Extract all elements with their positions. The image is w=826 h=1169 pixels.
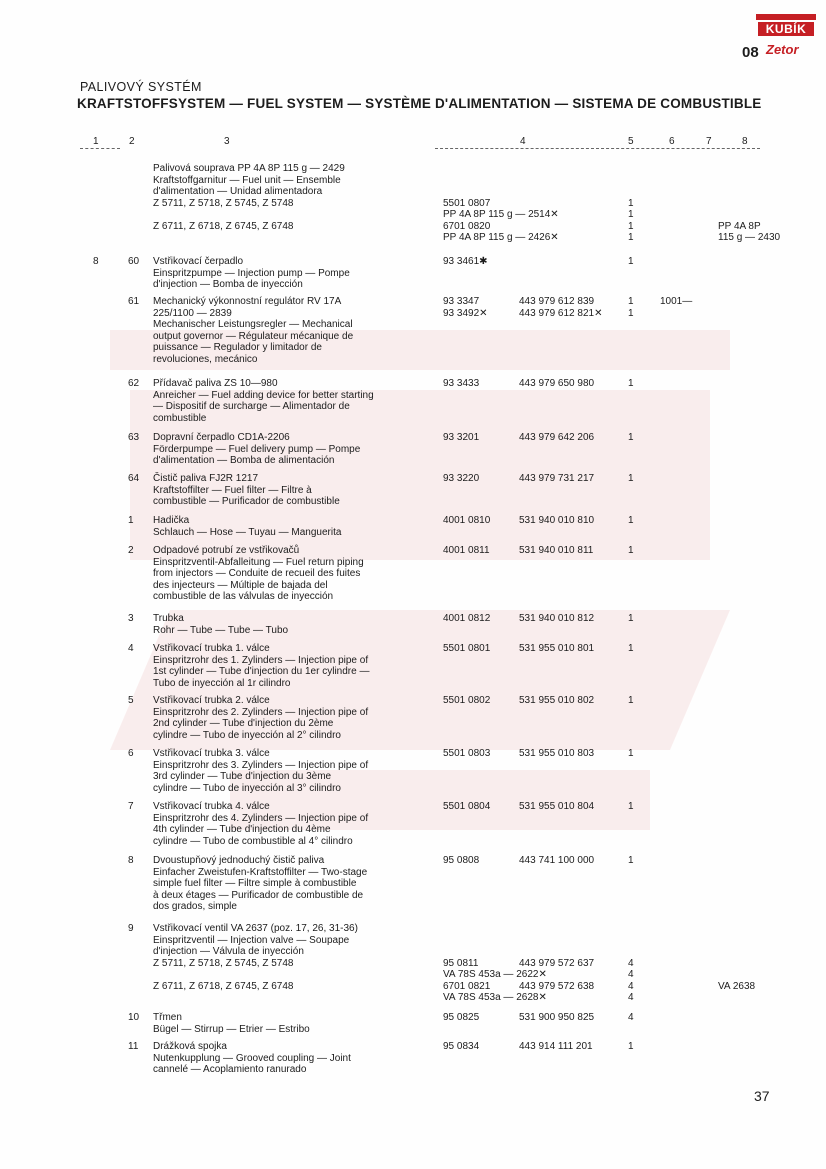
description-cell-line: from injectors — Conduite de recueil des fuites	[153, 568, 361, 579]
position-number: 60	[128, 256, 140, 267]
description-cell-line: revoluciones, mecánico	[153, 353, 258, 365]
order-number-cell-line	[519, 946, 629, 958]
quantity-cell-line: 4	[628, 969, 634, 980]
position-number: 63	[128, 432, 140, 443]
quantity-cell-line: 1	[628, 613, 634, 624]
description-cell-line: Einspritzpumpe — Injection pump — Pompe	[153, 267, 350, 279]
quantity-cell-line: 4	[628, 992, 634, 1003]
description-cell-line: d'injection — Bomba de inyección	[153, 279, 303, 290]
quantity-cell	[628, 1012, 642, 1024]
part-number-cell	[443, 748, 523, 760]
description-cell-line: 4th cylinder — Tube d'injection du 4ème	[153, 824, 331, 835]
description-cell-line: Z 5711, Z 5718, Z 5745, Z 5748	[153, 957, 294, 969]
remark-cell-line	[718, 923, 818, 935]
order-number-cell-line: 443 979 572 637	[519, 957, 595, 969]
position-number: 2	[128, 545, 134, 556]
part-number-cell	[443, 801, 523, 813]
order-number-cell	[519, 473, 629, 485]
part-number-cell-line: 6701 0820	[443, 220, 491, 232]
part-number-cell	[443, 545, 523, 557]
order-number-cell	[519, 545, 629, 557]
remark-cell-line	[718, 969, 818, 981]
quantity-cell	[628, 378, 642, 390]
remark-cell-line	[718, 186, 818, 198]
remark-cell-line	[718, 935, 818, 947]
order-number-cell-line: 443 979 642 206	[519, 432, 595, 443]
part-number-cell-line: 93 3492✕	[443, 307, 488, 319]
part-number-cell-line: 4001 0810	[443, 515, 491, 526]
description-cell	[153, 1041, 438, 1076]
position-number: 1	[128, 515, 134, 526]
description-cell-line: cylindre — Tubo de inyección al 3° cilindro	[153, 782, 341, 794]
col-header-3: 3	[224, 136, 230, 147]
part-number-cell	[443, 163, 559, 244]
description-cell-line: Vstřikovací trubka 1. válce	[153, 643, 270, 654]
part-number-cell-line: 4001 0812	[443, 613, 491, 624]
description-cell	[153, 545, 438, 603]
col-header-4: 4	[520, 136, 526, 147]
description-cell-line: Tubo de inyección al 1r cilindro	[153, 677, 291, 689]
position-number: 61	[128, 296, 140, 307]
part-number-cell	[443, 923, 547, 1004]
quantity-cell-line	[628, 175, 642, 187]
quantity-cell-line: 1	[628, 307, 634, 319]
quantity-cell-line: 1	[628, 1041, 634, 1052]
quantity-cell-line: 1	[628, 643, 634, 654]
description-cell-line: d'alimentation — Bomba de alimentación	[153, 455, 335, 466]
quantity-cell-line: 1	[628, 432, 634, 443]
position-number: 4	[128, 643, 134, 654]
description-cell-line: Palivová souprava PP 4A 8P 115 g — 2429	[153, 163, 345, 174]
part-number-cell-line	[443, 175, 523, 187]
col-header-5: 5	[628, 136, 634, 147]
quantity-cell	[628, 163, 642, 244]
description-cell-line: — Dispositif de surcharge — Alimentador de	[153, 401, 350, 412]
logo-bar	[756, 14, 816, 20]
description-cell-line: Vstřikovací trubka 2. válce	[153, 695, 270, 706]
quantity-cell-line: 4	[628, 980, 634, 992]
description-cell-line: Einspritzventil — Injection valve — Soupape	[153, 934, 350, 946]
description-cell-line: Schlauch — Hose — Tuyau — Manguerita	[153, 526, 342, 538]
description-cell	[153, 855, 438, 913]
description-cell-line: Dvoustupňový jednoduchý čistič paliva	[153, 855, 325, 866]
order-number-cell-line: 531 940 010 812	[519, 613, 595, 624]
quantity-cell	[628, 643, 642, 655]
quantity-cell	[628, 613, 642, 625]
quantity-cell-line: 1	[628, 256, 634, 267]
description-cell-line: combustible	[153, 412, 207, 424]
part-number-cell-line: 93 3220	[443, 473, 480, 484]
order-number-cell	[519, 643, 629, 655]
description-cell-line: Vstřikovací trubka 4. válce	[153, 801, 270, 812]
quantity-cell-line	[628, 163, 642, 175]
quantity-cell	[628, 1041, 642, 1053]
description-cell-line: Mechanischer Leistungsregler — Mechanical	[153, 319, 353, 330]
description-cell-line: output governor — Régulateur mécanique de	[153, 330, 354, 342]
order-number-cell-line: 443 979 612 821✕	[519, 307, 603, 319]
position-number: 62	[128, 378, 140, 389]
order-number-cell-line: 443 979 650 980	[519, 378, 595, 389]
order-number-cell-line	[519, 923, 629, 935]
order-number-cell-line	[519, 969, 629, 981]
logo-zetor-text: Zetor	[766, 42, 799, 57]
quantity-cell-line: 1	[628, 197, 634, 209]
description-cell	[153, 256, 438, 291]
logo-kubik-text: KUBÍK	[758, 22, 814, 36]
part-number-cell-line: 93 3201	[443, 432, 480, 443]
order-number-cell-line: 443 979 612 839	[519, 296, 595, 307]
position-number: 64	[128, 473, 140, 484]
quantity-cell	[628, 545, 642, 557]
part-number-cell-line: 5501 0804	[443, 801, 491, 812]
description-cell-line: Kraftstoffilter — Fuel filter — Filtre à	[153, 484, 312, 496]
col-header-1: 1	[93, 136, 99, 147]
quantity-cell-line: 1	[628, 695, 634, 706]
remark-cell-line	[718, 946, 818, 958]
quantity-cell-line	[628, 935, 642, 947]
page-subtitle: KRAFTSTOFFSYSTEM — FUEL SYSTEM — SYSTÈME D'ALIMENTATION — SISTEMA DE COMBUSTIBLE	[77, 96, 762, 111]
quantity-cell	[628, 923, 642, 1004]
order-number-cell-line: 531 955 010 803	[519, 748, 595, 759]
quantity-cell-line: 4	[628, 1012, 634, 1023]
remark-cell-line	[718, 958, 818, 970]
order-number-cell-line: 443 979 572 638	[519, 980, 595, 992]
description-cell-line: puissance — Regulador y limitador de	[153, 342, 322, 353]
part-number-cell-line: 93 3433	[443, 378, 480, 389]
quantity-cell	[628, 296, 642, 319]
description-cell-line: Z 6711, Z 6718, Z 6745, Z 6748	[153, 980, 294, 992]
col-header-6: 6	[669, 136, 675, 147]
quantity-cell	[628, 748, 642, 760]
order-number-cell	[519, 695, 629, 707]
ref-fig-number: 8	[93, 256, 99, 267]
description-cell-line: Drážková spojka	[153, 1041, 227, 1052]
description-cell	[153, 1012, 438, 1035]
part-number-cell-line: 5501 0801	[443, 643, 491, 654]
order-number-cell	[519, 1041, 629, 1053]
order-number-cell-line: 531 955 010 802	[519, 695, 595, 706]
part-number-cell-line: 95 0834	[443, 1041, 480, 1052]
order-number-cell-line: 531 955 010 804	[519, 801, 595, 812]
order-number-cell-line: 443 914 111 201	[519, 1041, 593, 1052]
col-header-8: 8	[742, 136, 748, 147]
remark-cell-line: VA 2638	[718, 980, 756, 992]
description-cell-line: cannelé — Acoplamiento ranurado	[153, 1064, 307, 1075]
quantity-cell-line: 1	[628, 209, 634, 220]
description-cell	[153, 378, 438, 424]
description-cell-line: Z 6711, Z 6718, Z 6745, Z 6748	[153, 220, 294, 232]
part-number-cell-line: 95 0825	[443, 1012, 480, 1023]
position-number: 7	[128, 801, 134, 812]
description-cell	[153, 163, 438, 232]
page-title: PALIVOVÝ SYSTÉM	[80, 80, 202, 94]
description-cell-line: Dopravní čerpadlo CD1A-2206	[153, 432, 290, 443]
description-cell-line: Trubka	[153, 613, 184, 624]
description-cell-line: simple fuel filter — Filtre simple à combustible	[153, 878, 357, 889]
description-cell	[153, 432, 438, 467]
order-number-cell-line: 531 940 010 810	[519, 515, 595, 526]
remark-cell-line	[718, 175, 818, 187]
header-rule	[435, 148, 760, 149]
order-number-cell-line: 531 940 010 811	[519, 545, 594, 556]
description-cell-line: Förderpumpe — Fuel delivery pump — Pompe	[153, 443, 361, 455]
position-number: 6	[128, 748, 134, 759]
part-number-cell-line	[443, 946, 523, 958]
description-cell-line: Kraftstoffgarnitur — Fuel unit — Ensemble	[153, 174, 341, 186]
description-cell-line: combustible de las válvulas de inyección	[153, 591, 334, 602]
description-cell	[153, 613, 438, 636]
description-cell	[153, 801, 438, 847]
description-cell	[153, 296, 438, 365]
description-cell-line: Einspritzrohr des 2. Zylinders — Injection pipe of	[153, 706, 369, 718]
part-number-cell-line	[443, 163, 523, 175]
position-number: 3	[128, 613, 134, 624]
description-cell-line: Vstřikovací ventil VA 2637 (poz. 17, 26, 31-36)	[153, 923, 358, 934]
order-number-cell	[519, 748, 629, 760]
part-number-cell-line: 95 0808	[443, 855, 480, 866]
description-cell-line: à deux étages — Purificador de combustible de	[153, 889, 364, 901]
part-number-cell-line: PP 4A 8P 115 g — 2514✕	[443, 209, 559, 220]
order-number-cell-line: 531 955 010 801	[519, 643, 595, 654]
description-cell-line: Rohr — Tube — Tube — Tubo	[153, 624, 289, 636]
description-cell-line: 225/1100 — 2839	[153, 307, 232, 319]
quantity-cell-line: 1	[628, 545, 634, 556]
quantity-cell-line: 1	[628, 232, 634, 243]
description-cell-line: Vstřikovací trubka 3. válce	[153, 748, 270, 759]
quantity-cell	[628, 515, 642, 527]
description-cell-line	[153, 209, 438, 221]
position-number: 8	[128, 855, 134, 866]
quantity-cell-line	[628, 923, 642, 935]
remark-cell-line: 115 g — 2430	[718, 232, 781, 243]
order-number-cell	[519, 923, 629, 1004]
description-cell-line: Einspritzrohr des 4. Zylinders — Injection pipe of	[153, 812, 369, 824]
part-number-cell	[443, 643, 523, 655]
remark-cell-line	[718, 163, 818, 175]
description-cell-line: Einfacher Zweistufen-Kraftstoffilter — Two-stage	[153, 866, 368, 878]
description-cell-line: d'alimentation — Unidad alimentadora	[153, 186, 323, 197]
quantity-cell-line: 1	[628, 515, 634, 526]
description-cell	[153, 748, 438, 794]
part-number-cell	[443, 613, 523, 625]
quantity-cell-line	[628, 186, 642, 198]
description-cell	[153, 923, 438, 992]
quantity-cell-line: 1	[628, 220, 634, 232]
order-number-cell-line	[519, 935, 629, 947]
description-cell-line: Z 5711, Z 5718, Z 5745, Z 5748	[153, 197, 294, 209]
description-cell	[153, 515, 438, 538]
order-number-cell	[519, 613, 629, 625]
header-rule	[80, 148, 120, 149]
remark-cell	[718, 163, 818, 244]
remark-cell-line	[718, 198, 818, 210]
description-cell	[153, 643, 438, 689]
part-number-cell-line: 93 3461✱	[443, 256, 488, 267]
quantity-cell-line: 4	[628, 957, 634, 969]
description-cell-line: Nutenkupplung — Grooved coupling — Joint	[153, 1052, 351, 1064]
part-number-cell-line: VA 78S 453a — 2622✕	[443, 969, 547, 980]
position-number: 5	[128, 695, 134, 706]
description-cell-line: cylindre — Tubo de combustible al 4° cilindro	[153, 835, 353, 847]
description-cell-line: 2nd cylinder — Tube d'injection du 2ème	[153, 718, 334, 729]
quantity-cell-line: 1	[628, 473, 634, 484]
quantity-cell-line	[628, 946, 642, 958]
description-cell-line: Čistič paliva FJ2R 1217	[153, 473, 259, 484]
order-number-cell	[519, 515, 629, 527]
description-cell-line: Bügel — Stirrup — Etrier — Estribo	[153, 1023, 310, 1035]
remark-cell-line	[718, 209, 818, 221]
description-cell-line: combustible — Purificador de combustible	[153, 496, 340, 507]
part-number-cell-line: 6701 0821	[443, 980, 491, 992]
quantity-cell	[628, 695, 642, 707]
part-number-cell-line: 95 0811	[443, 957, 479, 969]
quantity-cell-line: 1	[628, 378, 634, 389]
position-number: 11	[128, 1041, 139, 1052]
remark-cell	[718, 923, 818, 992]
description-cell-line: cylindre — Tubo de inyección al 2° cilindro	[153, 729, 341, 741]
col-header-2: 2	[129, 136, 135, 147]
part-number-cell-line: PP 4A 8P 115 g — 2426✕	[443, 232, 559, 243]
serial-note-cell-line: 1001—	[660, 296, 693, 307]
description-cell-line: Odpadové potrubí ze vstřikovačů	[153, 545, 300, 556]
description-cell-line: Einspritzrohr des 1. Zylinders — Injection pipe of	[153, 654, 369, 666]
quantity-cell-line: 1	[628, 855, 634, 866]
part-number-cell-line: 5501 0807	[443, 197, 491, 209]
description-cell-line: Einspritzventil-Abfalleitung — Fuel return piping	[153, 556, 364, 568]
description-cell-line: Přídavač paliva ZS 10—980	[153, 378, 278, 389]
quantity-cell	[628, 855, 642, 867]
description-cell-line: d'injection — Válvula de inyección	[153, 946, 304, 957]
part-number-cell-line	[443, 186, 523, 198]
order-number-cell	[519, 801, 629, 813]
part-number-cell	[443, 515, 523, 527]
description-cell-line: 3rd cylinder — Tube d'injection du 3ème	[153, 771, 332, 782]
quantity-cell	[628, 256, 642, 268]
description-cell-line: 1st cylinder — Tube d'injection du 1er cylindre —	[153, 666, 370, 677]
part-number-cell	[443, 432, 523, 444]
kubik-zetor-logo	[756, 14, 816, 62]
page-number: 37	[754, 1088, 770, 1104]
description-cell-line: Třmen	[153, 1012, 182, 1023]
part-number-cell-line: 5501 0803	[443, 748, 491, 759]
description-cell-line: Anreicher — Fuel adding device for better starting	[153, 389, 374, 401]
col-header-7: 7	[706, 136, 712, 147]
part-number-cell-line: 4001 0811	[443, 545, 490, 556]
order-number-cell	[519, 432, 629, 444]
position-number: 9	[128, 923, 134, 934]
order-number-cell	[519, 1012, 629, 1024]
part-number-cell	[443, 296, 523, 319]
quantity-cell	[628, 432, 642, 444]
order-number-cell-line: 443 979 731 217	[519, 473, 595, 484]
part-number-cell-line: 93 3347	[443, 296, 480, 307]
serial-note-cell	[660, 296, 710, 308]
description-cell-line: Vstřikovací čerpadlo	[153, 256, 244, 267]
description-cell-line: dos grados, simple	[153, 901, 237, 912]
order-number-cell-line	[519, 992, 629, 1004]
quantity-cell	[628, 801, 642, 813]
part-number-cell	[443, 855, 523, 867]
part-number-cell	[443, 378, 523, 390]
description-cell-line: Mechanický výkonnostní regulátor RV 17A	[153, 296, 342, 307]
part-number-cell	[443, 473, 523, 485]
position-number: 10	[128, 1012, 140, 1023]
description-cell	[153, 695, 438, 741]
quantity-cell-line: 1	[628, 296, 634, 307]
part-number-cell-line	[443, 935, 523, 947]
description-cell-line: Einspritzrohr des 3. Zylinders — Injection pipe of	[153, 759, 369, 771]
order-number-cell	[519, 296, 629, 319]
quantity-cell	[628, 473, 642, 485]
part-number-cell	[443, 1041, 523, 1053]
quantity-cell-line: 1	[628, 748, 634, 759]
part-number-cell-line: VA 78S 453a — 2628✕	[443, 992, 547, 1003]
description-cell-line: des injecteurs — Múltiple de bajada del	[153, 579, 328, 591]
section-number: 08	[742, 44, 759, 61]
part-number-cell	[443, 256, 523, 268]
description-cell-line: Hadička	[153, 515, 190, 526]
order-number-cell-line: 531 900 950 825	[519, 1012, 595, 1023]
description-cell	[153, 473, 438, 508]
part-number-cell	[443, 1012, 523, 1024]
description-cell-line	[153, 969, 438, 981]
part-number-cell	[443, 695, 523, 707]
remark-cell-line: PP 4A 8P	[718, 220, 761, 232]
part-number-cell-line	[443, 923, 523, 935]
quantity-cell-line: 1	[628, 801, 634, 812]
order-number-cell	[519, 378, 629, 390]
order-number-cell-line: 443 741 100 000	[519, 855, 595, 866]
part-number-cell-line: 5501 0802	[443, 695, 491, 706]
order-number-cell	[519, 855, 629, 867]
